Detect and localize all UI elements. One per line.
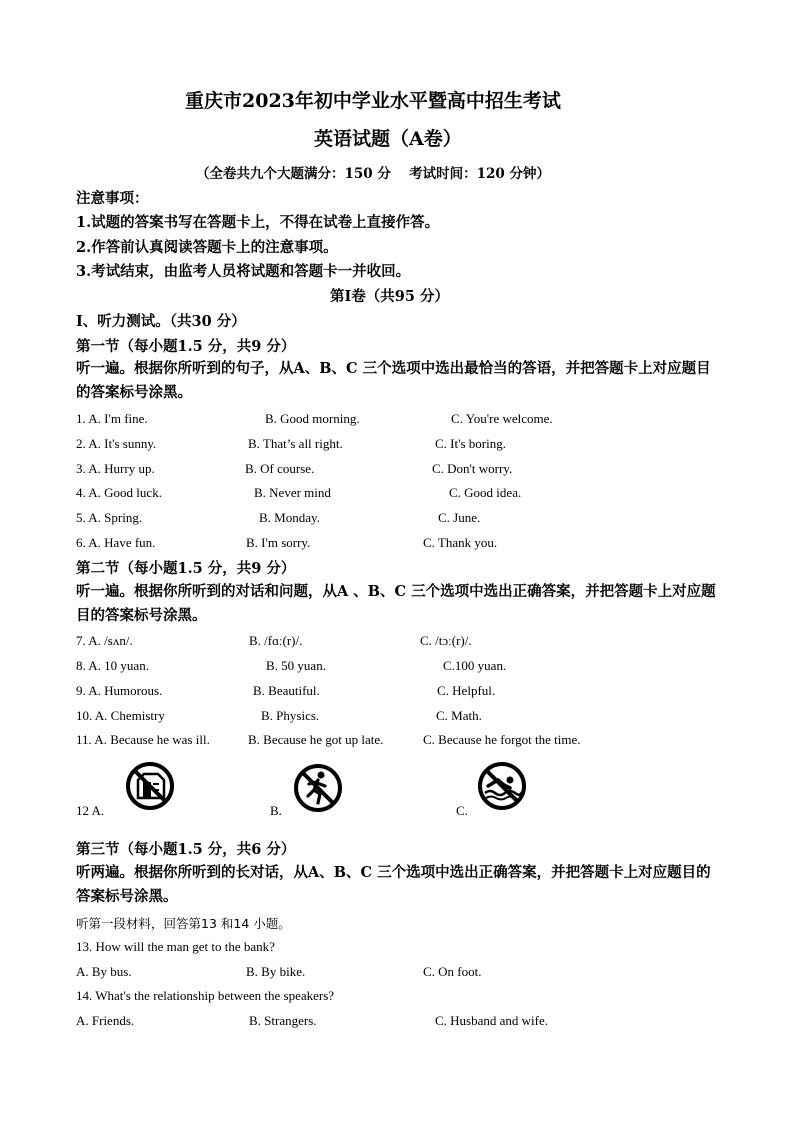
option-b: B. That’s all right.: [248, 436, 343, 451]
option-c: C. Don't worry.: [432, 461, 513, 476]
section1-instruction: 听一遍。根据你所听到的句子，从A、B、C 三个选项中选出最恰当的答语，并把答题卡上对应题目的答案标号涂黑。: [76, 360, 711, 401]
option-a: 7. A. /sʌn/.: [76, 633, 133, 648]
no-running-icon: [292, 762, 344, 814]
section1-heading: 第一节（每小题1.5 分，共9 分）: [76, 338, 296, 355]
option-c: C. Good idea.: [449, 485, 522, 500]
q12-option-c: C.: [456, 803, 468, 818]
option-b: B. Physics.: [261, 708, 320, 723]
option-a: 9. A. Humorous.: [76, 683, 163, 698]
option-b: B. Never mind: [254, 485, 331, 500]
option-b: B. Of course.: [245, 461, 315, 476]
option-c: C. June.: [438, 510, 481, 525]
option-a: 2. A. It's sunny.: [76, 436, 157, 451]
option-b: B. Good morning.: [265, 411, 360, 426]
option-a: A. By bus.: [76, 964, 132, 979]
option-b: B. Because he got up late.: [248, 732, 384, 747]
material-note: 听第一段材料，回答第13 和14 小题。: [76, 916, 291, 931]
option-a: 10. A. Chemistry: [76, 708, 165, 723]
section2-instruction: 听一遍。根据你所听到的对话和问题，从A 、B、C 三个选项中选出正确答案，并把答题卡上对应题目的答案标号涂黑。: [76, 583, 716, 624]
option-a: 1. A. I'm fine.: [76, 411, 148, 426]
option-b: B. Strangers.: [249, 1013, 317, 1028]
option-b: B. 50 yuan.: [266, 658, 326, 673]
q12-option-a: 12 A.: [76, 803, 105, 818]
option-a: A. Friends.: [76, 1013, 135, 1028]
option-c: C.100 yuan.: [443, 658, 507, 673]
option-b: B. Monday.: [259, 510, 320, 525]
option-b: B. /fɑː(r)/.: [249, 633, 303, 648]
note-item: 1.试题的答案书写在答题卡上，不得在试卷上直接作答。: [76, 214, 440, 231]
option-a: 3. A. Hurry up.: [76, 461, 155, 476]
exam-subtitle: 英语试题（A卷）: [314, 128, 462, 150]
option-b: B. By bike.: [246, 964, 306, 979]
question-stem: 13. How will the man get to the bank?: [76, 939, 275, 954]
option-b: B. I'm sorry.: [246, 535, 311, 550]
option-c: C. Helpful.: [437, 683, 496, 698]
option-a: 5. A. Spring.: [76, 510, 143, 525]
q12-option-b: B.: [270, 803, 282, 818]
option-b: B. Beautiful.: [253, 683, 320, 698]
option-c: C. You're welcome.: [451, 411, 553, 426]
option-c: C. Math.: [436, 708, 482, 723]
exam-title: 重庆市2023年初中学业水平暨高中招生考试: [185, 90, 561, 112]
section3-heading: 第三节（每小题1.5 分，共6 分）: [76, 841, 296, 858]
option-a: 8. A. 10 yuan.: [76, 658, 149, 673]
option-c: C. It's boring.: [435, 436, 506, 451]
option-c: C. Thank you.: [423, 535, 498, 550]
option-c: C. /tɔː(r)/.: [420, 633, 472, 648]
part1-heading: Ⅰ、听力测试。（共30 分）: [76, 313, 246, 330]
option-c: C. Because he forgot the time.: [423, 732, 581, 747]
notes-heading: 注意事项：: [76, 190, 149, 207]
note-item: 3.考试结束，由监考人员将试题和答题卡一并收回。: [76, 263, 411, 280]
section2-heading: 第二节（每小题1.5 分，共9 分）: [76, 560, 296, 577]
option-c: C. On foot.: [423, 964, 482, 979]
volume-heading: 第Ⅰ卷（共95 分）: [330, 288, 450, 305]
option-a: 4. A. Good luck.: [76, 485, 162, 500]
option-a: 6. A. Have fun.: [76, 535, 156, 550]
option-c: C. Husband and wife.: [435, 1013, 549, 1028]
section3-instruction: 听两遍。根据你所听到的长对话，从A、B、C 三个选项中选出正确答案，并把答题卡上对应题目的答案标号涂黑。: [76, 864, 711, 905]
option-a: 11. A. Because he was ill.: [76, 732, 210, 747]
question-stem: 14. What's the relationship between the speakers?: [76, 988, 335, 1003]
note-item: 2.作答前认真阅读答题卡上的注意事项。: [76, 239, 338, 256]
exam-info: （全卷共九个大题满分：150 分 考试时间：120 分钟）: [196, 166, 550, 182]
no-entry-building-icon: [124, 760, 176, 812]
no-swimming-icon: [476, 760, 528, 812]
